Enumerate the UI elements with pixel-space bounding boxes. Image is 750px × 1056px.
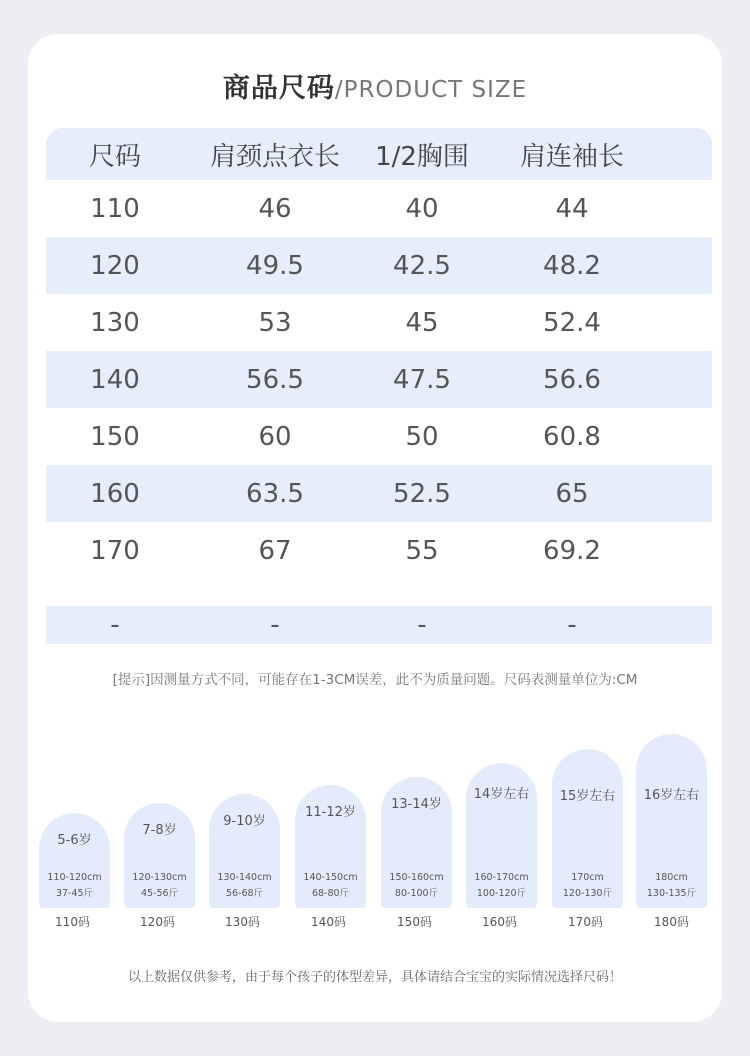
size-guide-card [381, 777, 452, 908]
cell-size: - [110, 610, 120, 640]
cell-sleeve: 65 [555, 478, 589, 509]
age-label: 13-14岁 [391, 797, 442, 812]
size-guide-card [295, 785, 366, 908]
table-row [46, 408, 712, 465]
height-range: 110-120cm [47, 872, 102, 883]
size-label: 180码 [654, 915, 689, 929]
table-header-row [46, 128, 712, 180]
cell-sleeve: 60.8 [543, 421, 601, 452]
age-label: 7-8岁 [142, 823, 177, 838]
header-size: 尺码 [88, 141, 141, 172]
cell-size: 140 [90, 364, 140, 395]
age-label: 16岁左右 [643, 788, 700, 803]
title-english: /PRODUCT SIZE [334, 77, 528, 103]
cell-sleeve: 44 [555, 193, 589, 224]
cell-length: 56.5 [246, 364, 304, 395]
cell-chest: 52.5 [393, 478, 451, 509]
cell-chest: 55 [405, 535, 439, 566]
table-row [46, 351, 712, 408]
table-row [46, 522, 712, 579]
table-row [46, 465, 712, 522]
size-table [46, 128, 712, 644]
cell-size: 150 [90, 421, 140, 452]
cell-sleeve: - [567, 610, 577, 640]
cell-chest: 40 [405, 193, 439, 224]
cell-length: 53 [258, 307, 292, 338]
weight-range: 56-68斤 [225, 888, 264, 899]
cell-sleeve: 69.2 [543, 535, 601, 566]
header-chest: 1/2胸围 [375, 141, 469, 172]
footer-note: 以上数据仅供参考，由于每个孩子的体型差异，具体请结合宝宝的实际情况选择尺码！ [127, 970, 622, 985]
size-guide-card [124, 803, 195, 908]
size-label: 170码 [568, 915, 603, 929]
height-range: 170cm [571, 872, 604, 883]
size-label: 110码 [55, 915, 90, 929]
age-label: 11-12岁 [305, 805, 356, 820]
title-chinese: 商品尺码 [222, 73, 335, 104]
height-range: 180cm [655, 872, 688, 883]
table-row [46, 294, 712, 351]
size-guide-card [636, 734, 707, 908]
page-title [0, 66, 750, 105]
size-label: 160码 [482, 915, 517, 929]
cell-length: 60 [258, 421, 292, 452]
cell-chest: 45 [405, 307, 439, 338]
size-guide-card [552, 749, 623, 908]
header-sleeve: 肩连袖长 [519, 141, 624, 172]
cell-length: 63.5 [246, 478, 304, 509]
cell-length: 46 [258, 193, 292, 224]
size-label: 140码 [311, 915, 346, 929]
size-guide-card [39, 813, 110, 908]
cell-size: 130 [90, 307, 140, 338]
age-label: 15岁左右 [559, 789, 616, 804]
size-label: 130码 [225, 915, 260, 929]
table-row [46, 606, 712, 644]
cell-chest: 50 [405, 421, 439, 452]
height-range: 130-140cm [217, 872, 272, 883]
cell-length: - [270, 610, 280, 640]
cell-chest: 42.5 [393, 250, 451, 281]
size-label: 150码 [397, 915, 432, 929]
table-row [46, 180, 712, 237]
cell-sleeve: 56.6 [543, 364, 601, 395]
cell-length: 67 [258, 535, 292, 566]
weight-range: 80-100斤 [394, 888, 439, 899]
weight-range: 130-135斤 [646, 888, 697, 899]
cell-length: 49.5 [246, 250, 304, 281]
cell-size: 170 [90, 535, 140, 566]
weight-range: 100-120斤 [476, 888, 527, 899]
weight-range: 68-80斤 [311, 888, 350, 899]
height-range: 140-150cm [303, 872, 358, 883]
weight-range: 120-130斤 [562, 888, 613, 899]
size-guide-card [209, 794, 280, 908]
cell-size: 160 [90, 478, 140, 509]
cell-sleeve: 48.2 [543, 250, 601, 281]
header-length: 肩颈点衣长 [209, 141, 340, 172]
age-label: 5-6岁 [57, 833, 92, 848]
cell-chest: 47.5 [393, 364, 451, 395]
cell-size: 120 [90, 250, 140, 281]
cell-size: 110 [90, 193, 140, 224]
age-label: 14岁左右 [473, 787, 530, 802]
weight-range: 45-56斤 [140, 888, 179, 899]
height-range: 160-170cm [474, 872, 529, 883]
age-label: 9-10岁 [223, 814, 266, 829]
height-range: 150-160cm [389, 872, 444, 883]
cell-chest: - [417, 610, 427, 640]
measurement-tip: [提示]因测量方式不同，可能存在1-3CM误差，此不为质量问题。尺码表测量单位为:CM [112, 672, 638, 688]
height-range: 120-130cm [132, 872, 187, 883]
cell-sleeve: 52.4 [543, 307, 601, 338]
table-row [46, 237, 712, 294]
size-label: 120码 [140, 915, 175, 929]
size-guide-card [466, 763, 537, 908]
weight-range: 37-45斤 [55, 888, 94, 899]
